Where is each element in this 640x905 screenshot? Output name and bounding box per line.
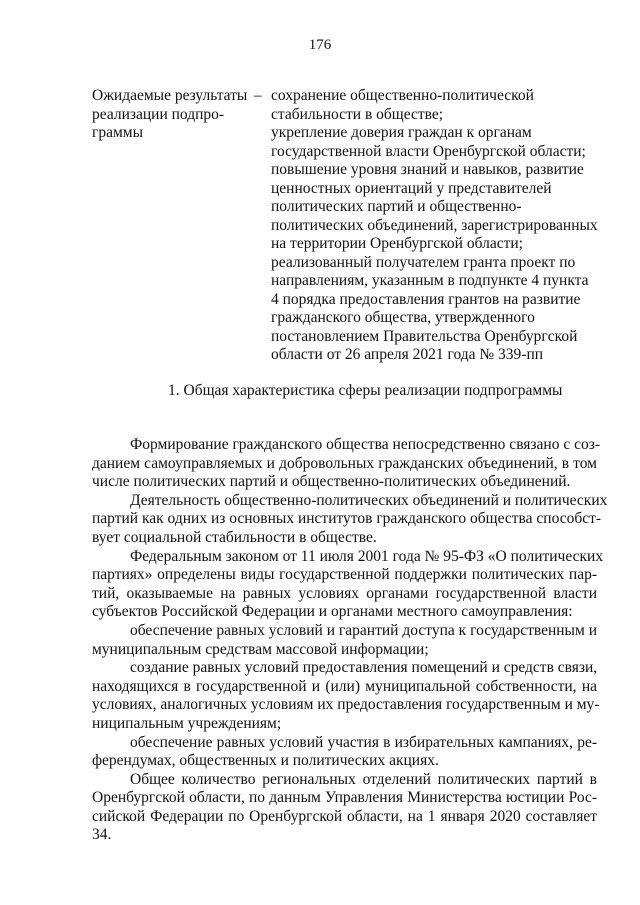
passport-value-line: укрепление доверия граждан к органам [271,124,532,141]
body-line: ферендумах, общественных и политических акциях. [92,752,439,770]
passport-value-line: сохранение общественно-политической [271,87,534,104]
body-line: Федеральным законом от 11 июля 2001 года № 95-ФЗ «О политических [130,547,604,565]
body-line: партиях» определены виды государственной поддержки политических пар- [92,566,597,584]
body-line: Деятельность общественно-политических объединений и политических [130,491,608,509]
passport-value-line: политических объединений, зарегистрированных [271,216,598,234]
body-text [92,436,608,845]
body-line: находящихся в государственной и (или) муниципальной собственности, на [92,677,597,695]
body-line: Общее количество региональных отделений политических партий в [130,770,597,788]
passport-value-line: 4 порядка предоставления грантов на развитие [271,290,581,308]
passport-value-line: направлениям, указанным в подпункте 4 пункта [271,272,589,289]
body-line: тий, оказываемые на равных условиях органами государственной власти [92,584,597,602]
passport-value-line: области от 26 апреля 2021 года № 339-пп [271,346,544,363]
body-line: муниципальным средствам массовой информации; [92,640,429,658]
body-line: Формирование гражданского общества непосредственно связано с соз- [130,436,601,453]
body-line: Оренбургской области, по данным Управления Министерства юстиции Рос- [92,789,597,807]
body-line: сийской Федерации по Оренбургской области, на 1 января 2020 составляет [92,807,597,825]
passport-dash: – [254,87,262,104]
passport-label [92,87,252,143]
passport-value-line: повышение уровня знаний и навыков, развитие [271,161,584,178]
body-line: обеспечение равных условий и гарантий доступа к государственным и [130,621,597,639]
body-line: условиях, аналогичных условиям их предоставления государственным и му- [92,696,600,714]
body-line: числе политических партий и общественно-политических объединений. [92,473,571,491]
page-number: 176 [308,37,332,53]
section-heading: 1. Общая характеристика сферы реализации подпрограммы [168,382,563,399]
body-line: 34. [92,826,112,844]
passport-value-line: постановлением Правительства Оренбургской [271,327,578,345]
passport-value-line: стабильности в обществе; [271,105,444,123]
body-line: данием самоуправляемых и добровольных гражданских объединений, в том [92,454,597,472]
passport-value-line: на территории Оренбургской области; [271,235,523,252]
passport-value-line: реализованный получателем гранта проект по [271,253,576,271]
passport-value-line: политических партий и общественно- [271,198,522,215]
passport-value-line: гражданского общества, утвержденного [271,309,535,326]
body-line: субъектов Российской Федерации и органами местного самоуправления: [92,603,573,621]
body-line: обеспечение равных условий участия в избирательных кампаниях, ре- [130,733,597,751]
passport-label-line: граммы [92,124,144,141]
passport-value [271,87,601,365]
body-line: партий как одних из основных институтов гражданского общества способст- [92,510,602,528]
passport-label-line: реализации подпро- [92,105,225,123]
body-line: вует социальной стабильности в обществе. [92,528,377,546]
passport-value-line: государственной власти Оренбургской области; [271,142,586,160]
body-line: ниципальным учреждениям; [92,714,282,732]
body-line: создание равных условий предоставления помещений и средств связи, [130,659,598,677]
passport-label-line: Ожидаемые результаты [92,87,248,104]
passport-value-line: ценностных ориентаций у представителей [271,179,552,197]
